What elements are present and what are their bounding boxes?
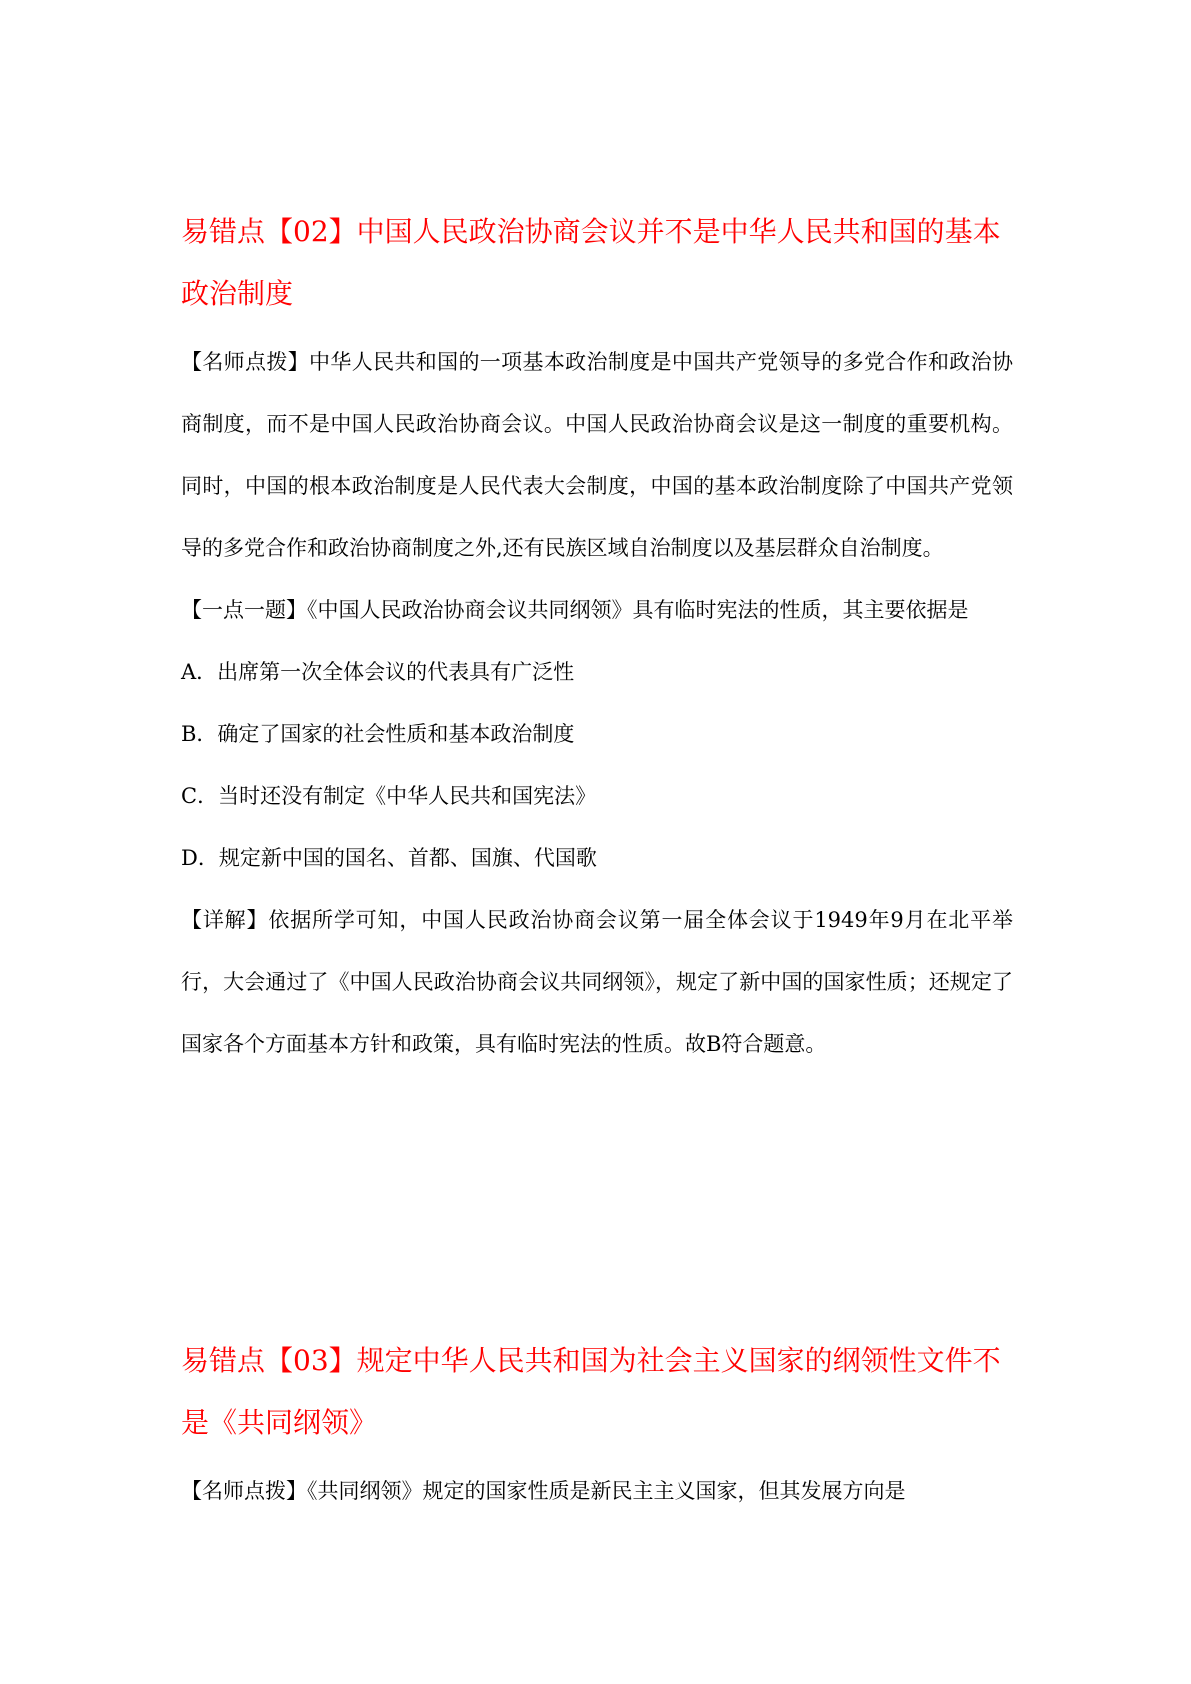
section-heading-02: 易错点【02】中国人民政治协商会议并不是中华人民共和国的基本政治制度 bbox=[181, 215, 1001, 310]
option-a: A．出席第一次全体会议的代表具有广泛性 bbox=[181, 660, 575, 684]
teacher-tip-paragraph-03: 【名师点拨】《共同纲领》规定的国家性质是新民主主义国家，但其发展方向是 bbox=[181, 1479, 906, 1503]
option-d: D．规定新中国的国名、首都、国旗、代国歌 bbox=[181, 846, 597, 870]
practice-question: 【一点一题】《中国人民政治协商会议共同纲领》具有临时宪法的性质，其主要依据是 bbox=[181, 598, 969, 622]
teacher-tip-paragraph: 【名师点拨】中华人民共和国的一项基本政治制度是中国共产党领导的多党合作和政治协商制度，而不是中国人民政治协商会议。中国人民政治协商会议是这一制度的重要机构。同时，中国的根本政治制度是人民代表大会制度，中国的基本政治制度除了中国共产党领导的多党合作和政治协商制度之外,还有民族区域自治制度以及基层群众自治制度。 bbox=[181, 350, 1013, 560]
option-c: C．当时还没有制定《中华人民共和国宪法》 bbox=[181, 784, 597, 808]
section-body-03 bbox=[181, 1460, 1013, 1522]
option-b: B．确定了国家的社会性质和基本政治制度 bbox=[181, 722, 575, 746]
explanation-paragraph: 【详解】依据所学可知，中国人民政治协商会议第一届全体会议于1949年9月在北平举行，大会通过了《中国人民政治协商会议共同纲领》，规定了新中国的国家性质；还规定了国家各个方面基本方针和政策，具有临时宪法的性质。故B符合题意。 bbox=[181, 908, 1013, 1056]
section-heading-03: 易错点【03】规定中华人民共和国为社会主义国家的纲领性文件不是《共同纲领》 bbox=[181, 1344, 1001, 1439]
section-body-02 bbox=[181, 331, 1013, 1075]
